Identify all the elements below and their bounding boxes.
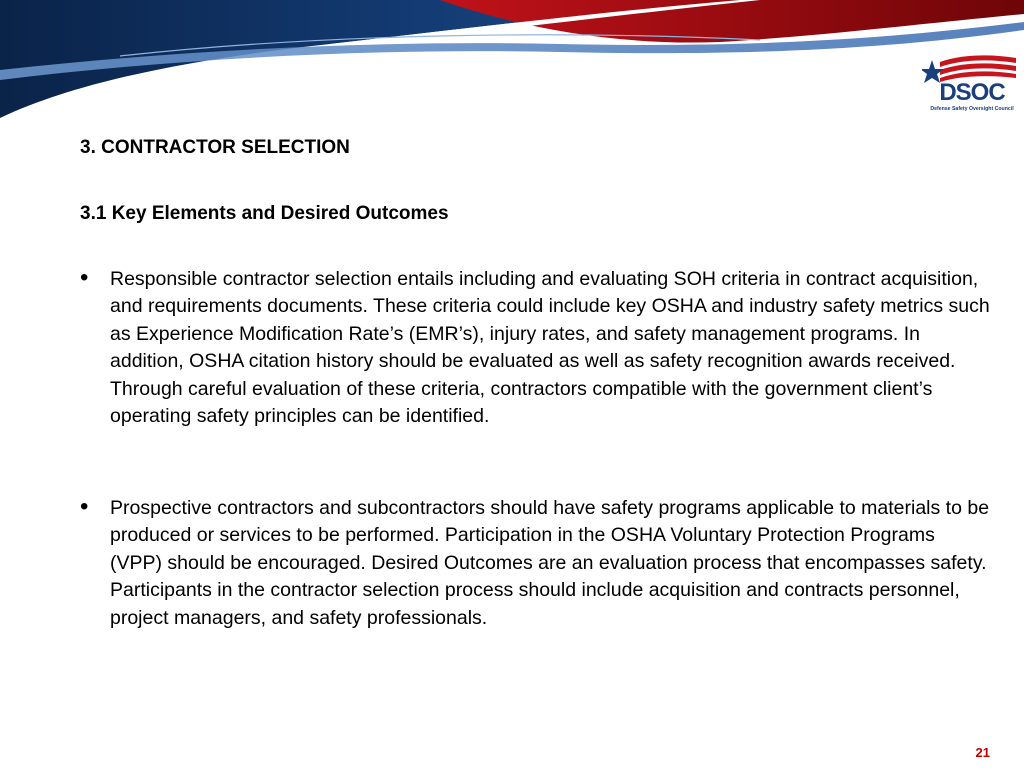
bullet-list-2 — [80, 495, 990, 632]
bullet-marker: • — [80, 264, 89, 291]
page-number: 21 — [975, 745, 990, 760]
bullet-text: Responsible contractor selection entails including and evaluating SOH criteria in contract acquisition, and requirements documents. These criteria could include key OSHA and industry safety metrics such as Experience Modification Rate’s (EMR’s), injury rates, and safety management programs. In addition, OSHA citation history should be evaluated as well as safety recognition awards received. Through careful evaluation of these criteria, contractors compatible with the government client’s operating safety principles can be identified. — [110, 268, 990, 428]
subsection-heading: 3.1 Key Elements and Desired Outcomes — [80, 203, 449, 224]
bullet-text: Prospective contractors and subcontractors should have safety programs applicable to materials to be produced or services to be performed. Participation in the OSHA Voluntary Protection Programs (VPP) should be encouraged. Desired Outcomes are an evaluation process that encompasses safety. Participants in the contractor selection process should include acquisition and contracts personnel, project managers, and safety professionals. — [110, 497, 990, 629]
header-banner — [0, 0, 1024, 130]
logo-acronym: DSOC — [939, 79, 1005, 106]
bullet-list-1 — [80, 266, 990, 430]
bullet-item — [80, 266, 990, 430]
bullet-marker: • — [80, 493, 89, 520]
bullet-item — [80, 495, 990, 632]
logo-subtitle: Defense Safety Oversight Council — [930, 106, 1014, 112]
dsoc-logo — [922, 52, 1020, 114]
section-heading: 3. CONTRACTOR SELECTION — [80, 137, 350, 158]
